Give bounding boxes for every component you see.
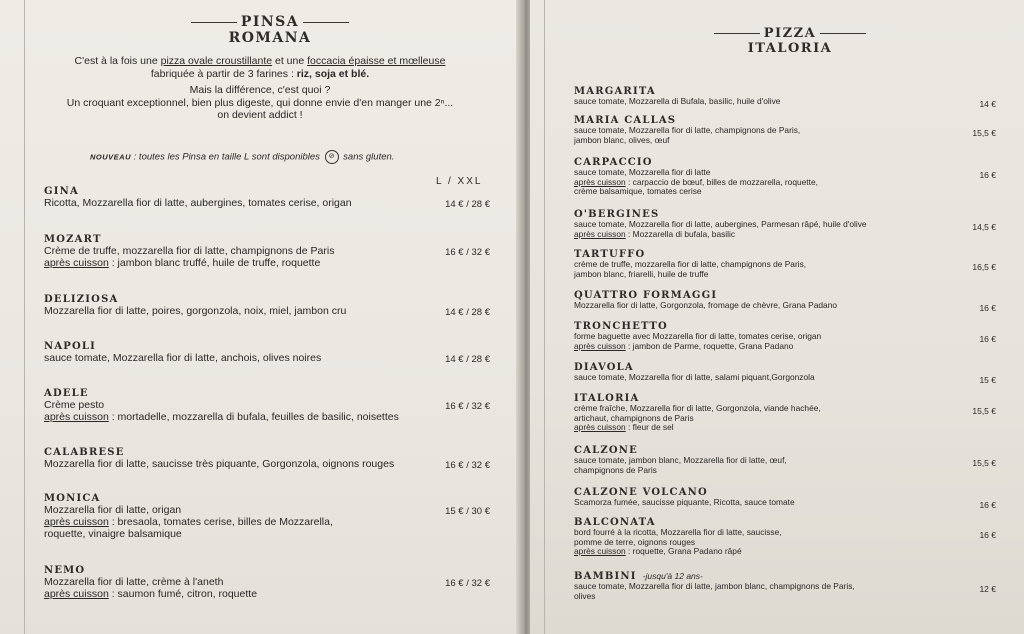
item-after-cooking: après cuisson : jambon blanc truffé, huile de truffe, roquette	[44, 257, 321, 269]
item-description: sauce tomate, Mozzarella fior di latte, aubergines, Parmesan râpé, huile d'olive	[574, 219, 867, 229]
menu-item	[44, 493, 333, 540]
item-name: ITALORIA	[574, 393, 640, 404]
item-description: jambon blanc, olives, œuf	[574, 134, 670, 145]
item-description: sauce tomate, Mozzarella fior di latte, jambon blanc, champignons de Paris,	[574, 581, 855, 591]
item-price: 16 €	[979, 303, 996, 313]
menu-item	[44, 186, 352, 209]
item-description: sauce tomate, jambon blanc, Mozzarella fior di latte, œuf,	[574, 455, 787, 465]
item-price: 12 €	[979, 584, 996, 594]
item-after-cooking: après cuisson : jambon de Parme, roquette, Grana Padano	[574, 340, 794, 351]
menu-item	[574, 517, 782, 557]
menu-item	[574, 487, 795, 508]
pinsa-intro	[40, 55, 480, 122]
item-price: 16 €	[979, 170, 996, 180]
pinsa-title	[180, 14, 360, 46]
item-after-cooking: après cuisson : carpaccio de bœuf, billes de mozzarella, roquette,	[574, 176, 818, 187]
item-name: QUATTRO FORMAGGI	[574, 290, 718, 301]
menu-item	[44, 388, 399, 423]
item-after-cooking: après cuisson : roquette, Grana Padano râpé	[574, 546, 742, 557]
item-name: CARPACCIO	[574, 157, 653, 168]
menu-item	[44, 294, 346, 317]
item-description: sauce tomate, Mozzarella fior di latte	[574, 167, 711, 177]
menu-item	[44, 341, 321, 364]
item-description: Mozzarella fior di latte, crème à l'aneth	[44, 576, 224, 588]
item-description: Scamorza fumée, saucisse piquante, Ricotta, sauce tomate	[574, 497, 795, 507]
title-line-2: ITALORIA	[747, 41, 833, 56]
item-description: Mozzarella fior di latte, saucisse très piquante, Gorgonzola, oignons rouges	[44, 458, 395, 470]
item-name: BALCONATA	[574, 517, 656, 528]
item-description: sauce tomate, Mozzarella fior di latte, anchois, olives noires	[44, 352, 322, 364]
item-description: crème fraîche, Mozzarella fior di latte, Gorgonzola, viande hachée,	[574, 403, 821, 413]
item-price: 16 € / 32 €	[445, 460, 490, 471]
item-description: Mozzarella fior di latte, poires, gorgonzola, noix, miel, jambon cru	[44, 305, 347, 317]
item-description: Ricotta, Mozzarella fior di latte, aubergines, tomates cerise, origan	[44, 197, 352, 209]
item-description: artichaut, champignons de Paris	[574, 412, 694, 423]
item-subtitle: -jusqu'à 12 ans-	[642, 571, 703, 581]
item-name: GINA	[44, 186, 79, 197]
item-price: 14 € / 28 €	[445, 354, 490, 365]
intro-line-2: fabriquée à partir de 3 farines : riz, soja et blé.	[150, 67, 370, 80]
item-description: sauce tomate, Mozzarella fior di latte, salami piquant,Gorgonzola	[574, 372, 815, 382]
item-name: DIAVOLA	[574, 362, 634, 373]
item-price: 14 €	[979, 99, 996, 109]
intro-line-5: on devient addict !	[217, 109, 303, 121]
item-description: olives	[574, 590, 596, 601]
menu-item	[574, 115, 800, 145]
menu-item	[44, 447, 394, 470]
item-description: forme baguette avec Mozzarella fior di latte, tomates cerise, origan	[574, 331, 822, 341]
item-price: 16 € / 32 €	[445, 401, 490, 412]
menu-item	[574, 249, 806, 279]
item-price: 15,5 €	[972, 406, 996, 416]
item-description: Crème de truffe, mozzarella fior di latte, champignons de Paris	[44, 245, 335, 257]
menu-item	[574, 445, 787, 475]
item-after-cooking-extra: roquette, vinaigre balsamique	[44, 528, 182, 540]
menu-item	[574, 209, 867, 239]
menu-page-right	[530, 0, 1024, 634]
item-price: 16 € / 32 €	[445, 247, 490, 258]
item-name: MARGARITA	[574, 86, 656, 97]
item-description: pomme de terre, oignons rouges	[574, 536, 696, 547]
item-name: BAMBINI -jusqu'à 12 ans-	[574, 571, 703, 582]
menu-item	[574, 157, 818, 197]
item-price: 14 € / 28 €	[445, 307, 490, 318]
item-description: crème de truffe, mozzarella fior di latte, champignons de Paris,	[574, 259, 807, 269]
menu-item	[574, 290, 837, 311]
item-description: sauce tomate, Mozzarella fior di latte, champignons de Paris,	[574, 125, 801, 135]
item-description: Mozzarella fior di latte, Gorgonzola, fromage de chèvre, Grana Padano	[574, 300, 838, 310]
intro-line-1: C'est à la fois une pizza ovale croustillante et une foccacia épaisse et mœlleuse	[74, 55, 446, 67]
size-header: L / XXL	[436, 176, 483, 187]
item-name: CALABRESE	[44, 447, 125, 458]
item-name: DELIZIOSA	[44, 294, 119, 305]
item-price: 14 € / 28 €	[445, 199, 490, 210]
item-name: O'BERGINES	[574, 209, 660, 220]
item-price: 16 €	[979, 530, 996, 540]
item-after-cooking: après cuisson : saumon fumé, citron, roquette	[44, 588, 258, 600]
item-name: TRONCHETTO	[574, 321, 668, 332]
item-name: ADELE	[44, 388, 89, 399]
item-price: 16 €	[979, 334, 996, 344]
intro-line-4: Un croquant exceptionnel, bien plus digeste, qui donne envie d'en manger une 2ⁿ...	[66, 96, 454, 109]
title-line-1: PINSA	[240, 14, 300, 30]
item-price: 16 € / 32 €	[445, 578, 490, 589]
item-description: jambon blanc, friarelli, huile de truffe	[574, 268, 709, 279]
item-name: NEMO	[44, 565, 86, 576]
item-name: CALZONE VOLCANO	[574, 487, 708, 498]
item-after-cooking: après cuisson : fleur de sel	[574, 422, 674, 433]
item-name: MOZART	[44, 234, 102, 245]
item-after-cooking: après cuisson : bresaola, tomates cerise, billes de Mozzarella,	[44, 516, 333, 528]
menu-item	[44, 565, 257, 600]
item-price: 16,5 €	[972, 262, 996, 272]
pizza-title	[695, 26, 885, 56]
item-name: MARIA CALLAS	[574, 115, 677, 126]
title-line-1: PIZZA	[763, 26, 817, 41]
gluten-free-note: NOUVEAU : toutes les Pinsa en taille L sont disponibles ⊘ sans gluten.	[90, 151, 395, 163]
item-price: 14,5 €	[972, 222, 996, 232]
item-name: NAPOLI	[44, 341, 97, 352]
title-line-2: ROMANA	[228, 30, 312, 46]
gluten-free-icon: ⊘	[325, 150, 339, 164]
item-price: 15,5 €	[972, 128, 996, 138]
item-after-cooking-extra: crème balsamique, tomates cerise	[574, 186, 702, 197]
menu-item	[574, 321, 821, 351]
item-description: bord fourré à la ricotta, Mozzarella fior di latte, saucisse,	[574, 527, 782, 537]
item-description: sauce tomate, Mozzarella di Bufala, basilic, huile d'olive	[574, 96, 781, 106]
item-price: 15 € / 30 €	[445, 506, 490, 517]
item-after-cooking: après cuisson : mortadelle, mozzarella di bufala, feuilles de basilic, noisettes	[44, 411, 399, 423]
item-name: CALZONE	[574, 445, 638, 456]
item-price: 16 €	[979, 500, 996, 510]
item-after-cooking: après cuisson : Mozzarella di bufala, basilic	[574, 228, 736, 239]
item-price: 15,5 €	[972, 458, 996, 468]
menu-item	[44, 234, 334, 269]
page-edge-line	[544, 0, 545, 634]
menu-item	[574, 393, 821, 433]
item-price: 15 €	[979, 375, 996, 385]
intro-line-3: Mais la différence, c'est quoi ?	[189, 84, 331, 96]
item-description: champignons de Paris	[574, 464, 657, 475]
item-description: Mozzarella fior di latte, origan	[44, 504, 182, 516]
menu-item	[574, 362, 815, 383]
menu-item	[574, 86, 780, 107]
menu-item	[574, 571, 855, 601]
item-name: MONICA	[44, 493, 101, 504]
item-name: TARTUFFO	[574, 249, 646, 260]
page-edge-line	[24, 0, 25, 634]
item-description: Crème pesto	[44, 399, 105, 411]
